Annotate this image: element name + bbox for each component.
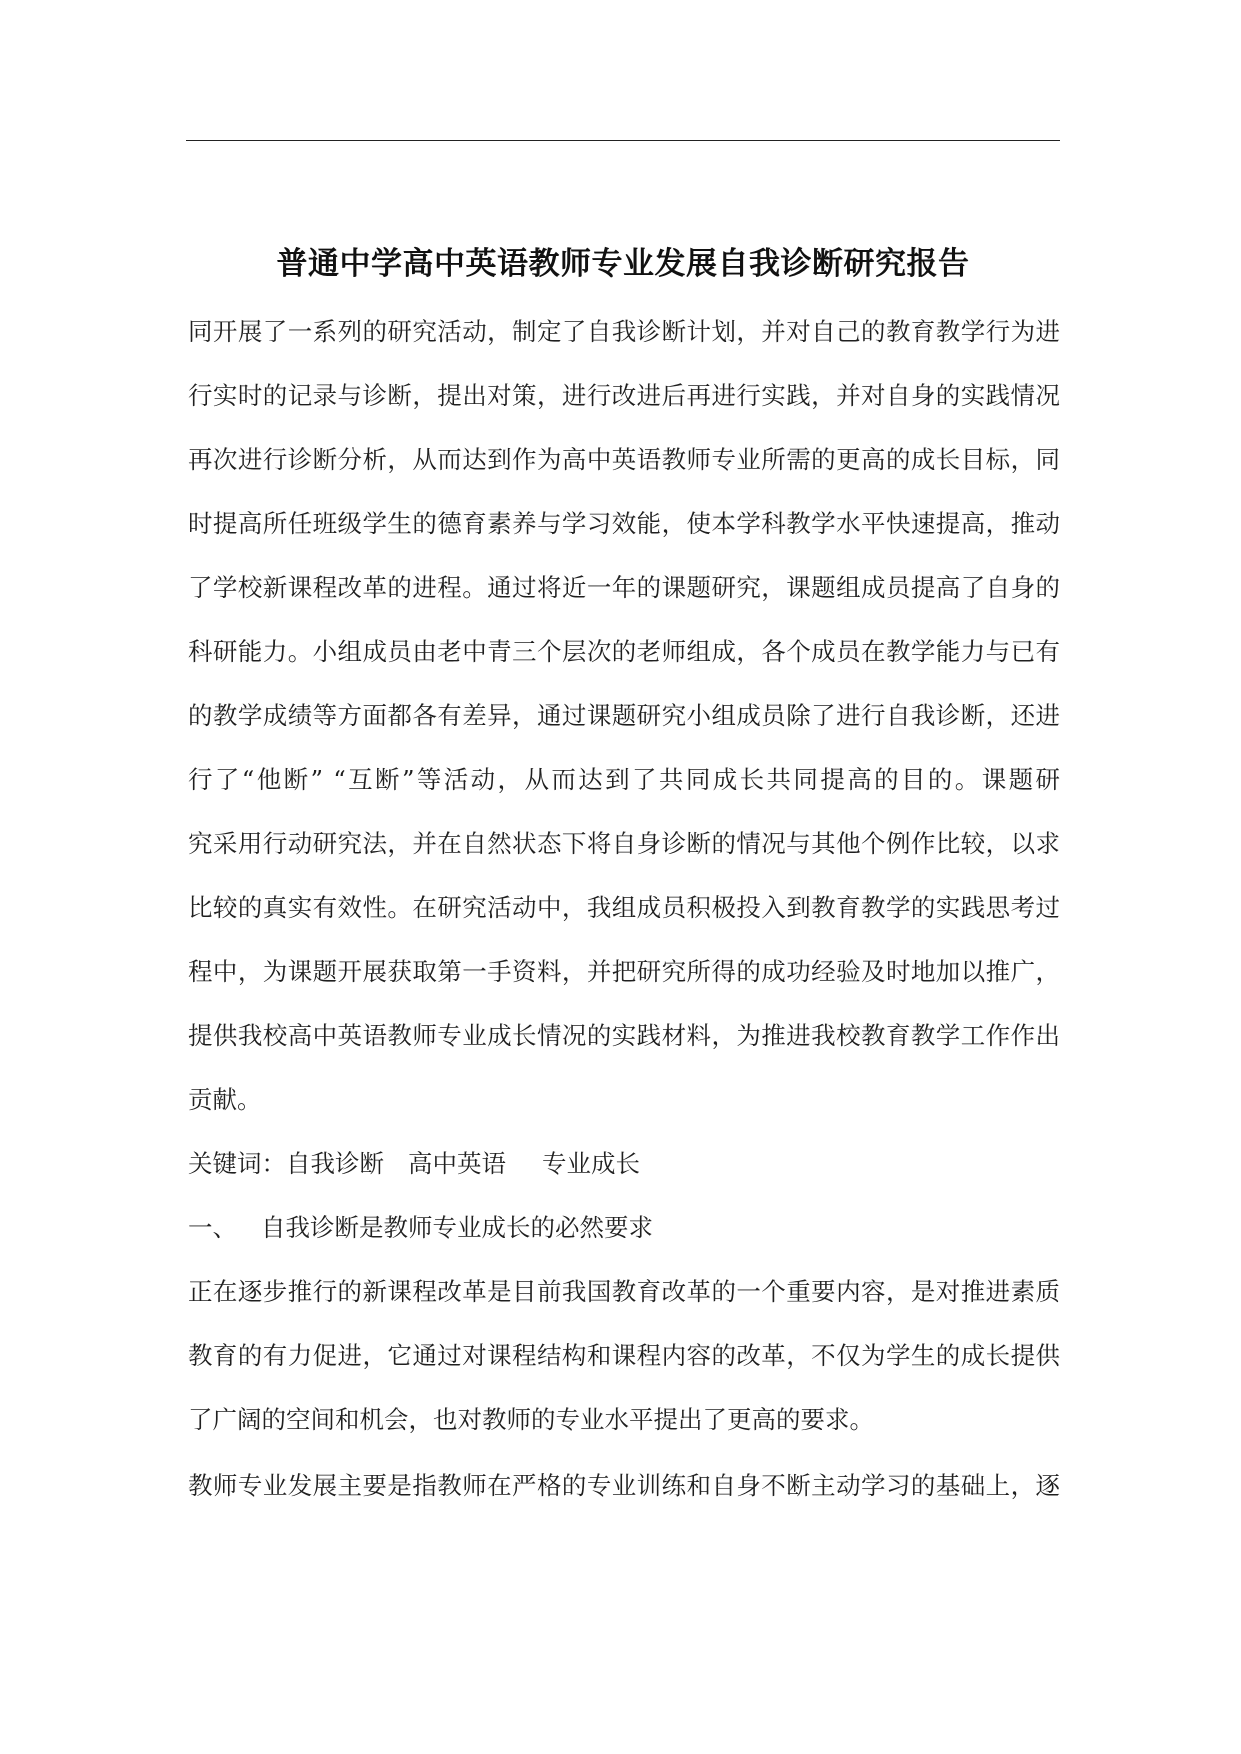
- paragraph-line: 贡献。: [188, 1085, 262, 1114]
- keyword-item: 高中英语: [408, 1149, 506, 1178]
- paragraph-line: 同开展了一系列的研究活动，制定了自我诊断计划，并对自己的教育教学行为进: [188, 317, 1060, 346]
- paragraph-line: 正在逐步推行的新课程改革是目前我国教育改革的一个重要内容，是对推进素质: [188, 1277, 1060, 1306]
- paragraph-line: 的教学成绩等方面都各有差异，通过课题研究小组成员除了进行自我诊断，还进: [188, 701, 1060, 730]
- section-number: 一、: [188, 1213, 237, 1242]
- paragraph-line: 行实时的记录与诊断，提出对策，进行改进后再进行实践，并对自身的实践情况: [188, 381, 1060, 410]
- paragraph-line: 科研能力。小组成员由老中青三个层次的老师组成，各个成员在教学能力与已有: [188, 637, 1060, 666]
- paragraph-line: 再次进行诊断分析，从而达到作为高中英语教师专业所需的更高的成长目标，同: [188, 445, 1060, 474]
- keywords-line: [188, 1145, 1060, 1180]
- paragraph-line: 程中，为课题开展获取第一手资料，并把研究所得的成功经验及时地加以推广，: [188, 957, 1060, 986]
- paragraph-line: 时提高所任班级学生的德育素养与学习效能，使本学科教学水平快速提高，推动: [188, 509, 1060, 538]
- keywords-label: 关键词：: [188, 1149, 286, 1178]
- paragraph-line: 了学校新课程改革的进程。通过将近一年的课题研究，课题组成员提高了自身的: [188, 573, 1060, 602]
- paragraph-line: 提供我校高中英语教师专业成长情况的实践材料，为推进我校教育教学工作作出: [188, 1021, 1060, 1050]
- paragraph-line: 行了“他断” “互断”等活动，从而达到了共同成长共同提高的目的。课题研: [188, 765, 1060, 794]
- paragraph-line: 教师专业发展主要是指教师在严格的专业训练和自身不断主动学习的基础上，逐: [188, 1471, 1060, 1500]
- keyword-item: 自我诊断: [286, 1149, 384, 1178]
- paragraph-line: 究采用行动研究法，并在自然状态下将自身诊断的情况与其他个例作比较，以求: [188, 829, 1060, 858]
- paragraph-line: 比较的真实有效性。在研究活动中，我组成员积极投入到教育教学的实践思考过: [188, 893, 1060, 922]
- document-title: 普通中学高中英语教师专业发展自我诊断研究报告: [276, 246, 970, 282]
- section-heading: [188, 1209, 1060, 1244]
- keyword-item: 专业成长: [542, 1149, 640, 1178]
- section-title: 自我诊断是教师专业成长的必然要求: [261, 1213, 653, 1242]
- paragraph-line: 了广阔的空间和机会，也对教师的专业水平提出了更高的要求。: [188, 1405, 874, 1434]
- header-rule: [186, 140, 1060, 141]
- paragraph-line: 教育的有力促进，它通过对课程结构和课程内容的改革，不仅为学生的成长提供: [188, 1341, 1060, 1370]
